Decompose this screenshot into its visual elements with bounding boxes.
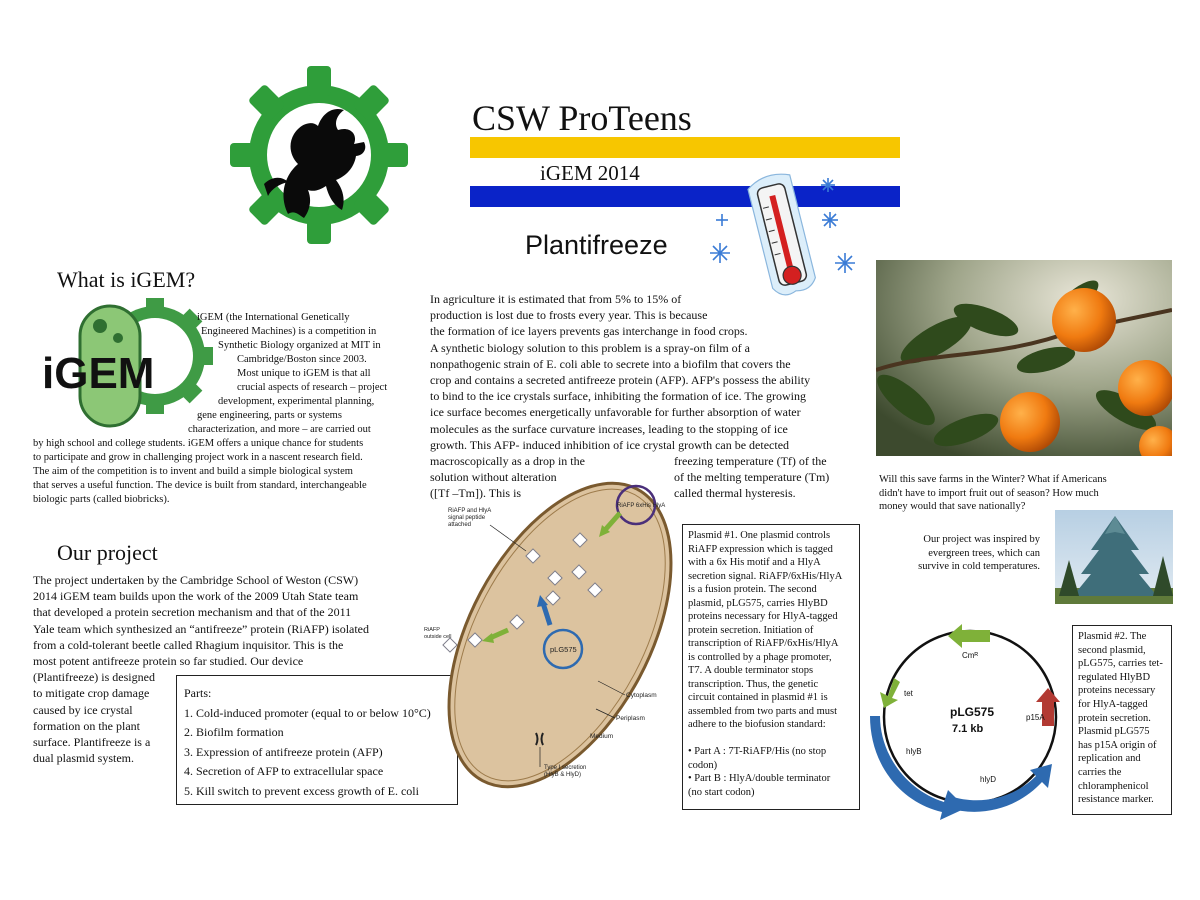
medium-label: Medium [590, 733, 614, 740]
plant-line-7: to bind to the ice crystals surface, inhibiting the formation of ice. The growing [430, 389, 807, 404]
igem-line-11: to participate and grow in challenging project work in a nascent research field. [33, 452, 363, 463]
plasmid2-line-9: has p15A origin of [1078, 739, 1157, 751]
plasmid2-box [1072, 625, 1172, 815]
winter-line-1: Will this save farms in the Winter? What if Americans [879, 474, 1107, 485]
plasmid1-line-8: protein secretion. Initiation of [688, 624, 814, 636]
plantifreeze-right-col [674, 453, 829, 502]
cell-diagram [420, 455, 680, 845]
parts-title: Parts: [184, 686, 212, 700]
plasmid2-line-5: proteins necessary [1078, 685, 1156, 697]
plasmid2-line-11: carries the [1078, 766, 1122, 778]
plant-right-2: of the melting temperature (Tm) [674, 470, 830, 485]
plasmid1-line-5: is a fusion protein. The second [688, 584, 817, 595]
plasmid2-line-8: Plasmid pLG575 [1078, 726, 1150, 738]
plant-line-6: crop and contains a secreted antifreeze protein (AFP). AFP's possess the ability [430, 373, 811, 388]
project-line-11: surface. Plantifreeze is a [33, 735, 151, 750]
project-line-6: most potent antifreeze protein so far studied. Our device [33, 654, 304, 669]
hlyb-label: hlyB [906, 747, 922, 756]
plantifreeze-text [430, 291, 810, 453]
plantifreeze-heading: Plantifreeze [525, 230, 668, 260]
igem-line-10: by high school and college students. iGEM offers a unique chance for students [33, 438, 364, 449]
plasmid1-spacer [688, 732, 854, 746]
project-line-4: Yale team which synthesized an “antifreeze” protein (RiAFP) isolated [33, 621, 370, 636]
igem-line-9: characterization, and more – are carried out [188, 424, 371, 435]
what-is-igem-heading: What is iGEM? [57, 267, 196, 292]
afp-hlya-label: RiAFP and HlyA [448, 508, 492, 514]
project-line-3: that developed a protein secretion mechanism and that of the 2011 [33, 605, 352, 620]
plasmid2-line-1: Plasmid #2. The [1078, 631, 1147, 642]
plasmid1-line-4: secretion signal. RiAFP/6xHis/HlyA [688, 570, 843, 582]
outside-cell-label-2: outside cell [424, 634, 452, 640]
plasmid-map-size: 7.1 kb [952, 723, 984, 735]
parts-item-2: 2. Biofilm formation [184, 725, 284, 739]
evergreen-text [900, 533, 1040, 574]
plasmid1-line-18: codon) [688, 759, 718, 771]
plasmid1-line-6: plasmid, pLG575, carries HlyBD [688, 597, 828, 609]
parts-item-5: 5. Kill switch to prevent excess growth of E. coli [184, 783, 419, 798]
winter-line-3: money would that save nationally? [879, 501, 1026, 512]
plasmid1-line-20: (no start codon) [688, 786, 755, 798]
plasmid2-line-13: resistance marker. [1078, 794, 1154, 806]
our-project-heading: Our project [57, 540, 158, 565]
plant-left-2: solution without alteration [430, 470, 557, 485]
plant-left-1: macroscopically as a drop in the [430, 454, 585, 468]
outside-cell-label-1: RiAFP [424, 627, 440, 633]
evergreen-line-3: survive in cold temperatures. [918, 561, 1040, 572]
poster-title: CSW ProTeens [472, 98, 692, 138]
parts-box [176, 675, 458, 805]
plasmid1-line-7: proteins necessary for HlyA-tagged [688, 611, 838, 622]
igem-logo-icon [40, 296, 230, 431]
project-line-1: The project undertaken by the Cambridge School of Weston (CSW) [33, 573, 359, 587]
oranges-photo [876, 260, 1172, 456]
plasmid2-line-10: replication and [1078, 753, 1141, 765]
plasmid1-line-3: with a 6x His motif and a HlyA [688, 557, 821, 568]
igem-line-14: biologic parts (called biobricks). [33, 494, 170, 505]
parts-item-3: 3. Expression of antifreeze protein (AFP) [184, 744, 383, 759]
plasmid1-line-19: • Part B : HlyA/double terminator [688, 773, 831, 784]
gear-logo-icon [228, 64, 410, 246]
plasmid1-line-12: transcription. Thus, the genetic [688, 678, 819, 690]
attached-label: attached [448, 522, 472, 528]
igem-line-4: Cambridge/Boston since 2003. [237, 354, 367, 365]
top-plasmid-label: RiAFP 6xHis HlyA [617, 503, 666, 509]
hlyd-label: hlyD [980, 775, 997, 784]
parts-item-4: 4. Secretion of AFP to extracellular space [184, 764, 384, 778]
hlyd-arrow [948, 764, 1052, 812]
plasmid1-line-13: circuit contained in plasmid #1 is [688, 692, 828, 703]
cm-resistance-arrow [948, 624, 990, 648]
pLG575-ring-label: pLG575 [550, 645, 577, 654]
plasmid1-box [682, 524, 860, 810]
igem-line-8: gene engineering, parts or systems [197, 410, 342, 421]
igem-line-7: development, experimental planning, [218, 396, 375, 407]
plasmid2-line-6: for HlyA-tagged [1078, 698, 1148, 710]
plant-line-10: growth. This AFP- induced inhibition of ice crystal growth can be detected [430, 437, 790, 452]
igem-line-12: The aim of the competition is to invent and build a simple biological system [33, 466, 353, 477]
plasmid1-line-9: transcription of RiAFP/6xHis/HlyA [688, 638, 839, 649]
plasmid1-line-10: is controlled by a phage promoter, [688, 651, 832, 663]
plant-right-1: freezing temperature (Tf) of the [674, 454, 827, 468]
p15a-label: p15A [1026, 713, 1045, 722]
plasmid1-line-17: • Part A : 7T-RiAFP/His (no stop [688, 746, 827, 757]
evergreen-line-2: evergreen trees, which can [928, 547, 1040, 559]
plasmid1-line-15: adhere to the biofusion standard: [688, 719, 826, 730]
plasmid2-line-12: chloramphenicol [1078, 780, 1149, 792]
parts-item-1: 1. Cold-induced promoter (equal to or below 10°C) [184, 705, 431, 720]
igem-logo-text: iGEM [42, 349, 155, 398]
project-line-2: 2014 iGEM team builds upon the work of the 2009 Utah State team [33, 589, 359, 604]
plasmid1-line-2: RiAFP expression which is tagged [688, 543, 833, 555]
plasmid2-line-7: protein secretion. [1078, 712, 1151, 724]
plasmid-map-name: pLG575 [950, 705, 995, 719]
project-line-12: dual plasmid system. [33, 751, 134, 766]
yellow-stripe [470, 137, 900, 158]
igem-line-1: iGEM (the International Genetically [197, 312, 350, 323]
plasmid1-line-1: Plasmid #1. One plasmid controls [688, 530, 831, 541]
igem-line-5: Most unique to iGEM is that all [237, 368, 371, 379]
project-line-9: caused by ice crystal [33, 702, 133, 717]
igem-line-6: crucial aspects of research – project [237, 382, 388, 393]
project-line-7: (Plantifreeze) is designed [33, 670, 155, 685]
cm-label: Cmᴿ [962, 651, 979, 660]
winter-line-2: didn't have to import fruit out of season? How much [879, 487, 1099, 499]
secretion-label-1: Type I secretion [544, 765, 587, 771]
signal-peptide-label: signal peptide [448, 515, 486, 521]
plant-right-3: called thermal hysteresis. [674, 486, 796, 501]
evergreen-photo [1055, 510, 1173, 604]
plant-line-5: nonpathogenic strain of E. coli able to secrete into a biofilm that covers the [430, 356, 791, 371]
tet-label: tet [904, 689, 913, 698]
project-line-8: to mitigate crop damage [33, 686, 150, 701]
plant-line-1: In agriculture it is estimated that from 5% to 15% of [430, 292, 682, 306]
igem-line-3: Synthetic Biology organized at MIT in [218, 340, 381, 351]
plasmid-map [870, 614, 1070, 820]
plasmid1-line-11: T7. A double terminator stops [688, 665, 814, 676]
plant-line-8: ice surface becomes energetically unfavorable for further absorption of water [430, 405, 801, 420]
winter-text [879, 473, 1107, 514]
igem-line-13: that serves a useful function. The device is built from standard, interchangeable [33, 480, 367, 491]
project-line-10: formation on the plant [33, 718, 140, 733]
plant-line-2: production is lost due to frosts every year. This is because [430, 308, 708, 323]
plasmid2-line-3: pLG575, carries tet- [1078, 658, 1163, 670]
secretion-label-2: (HlyB & HlyD) [544, 772, 581, 778]
periplasm-label: Periplasm [616, 715, 645, 722]
project-line-5: from a cold-tolerant beetle called Rhagium inquisitor. This is the [33, 637, 344, 652]
poster-subtitle: iGEM 2014 [540, 161, 640, 185]
plant-line-3: the formation of ice layers prevents gas interchange in food crops. [430, 324, 748, 339]
plant-left-3: ([Tf –Tm]). This is [430, 486, 522, 501]
plant-line-4: A synthetic biology solution to this problem is a spray-on film of a [430, 340, 750, 355]
plant-line-9: molecules as the surface curvature increases, leading to the stopping of ice [430, 421, 788, 436]
plasmid1-line-14: assembled from two parts and must [688, 705, 838, 717]
plasmid2-line-4: regulated HlyBD [1078, 671, 1151, 683]
plasmid2-line-2: second plasmid, [1078, 644, 1146, 656]
cytoplasm-label: Cytoplasm [626, 692, 657, 699]
igem-line-2: Engineered Machines) is a competition in [201, 326, 377, 337]
evergreen-line-1: Our project was inspired by [923, 534, 1040, 545]
